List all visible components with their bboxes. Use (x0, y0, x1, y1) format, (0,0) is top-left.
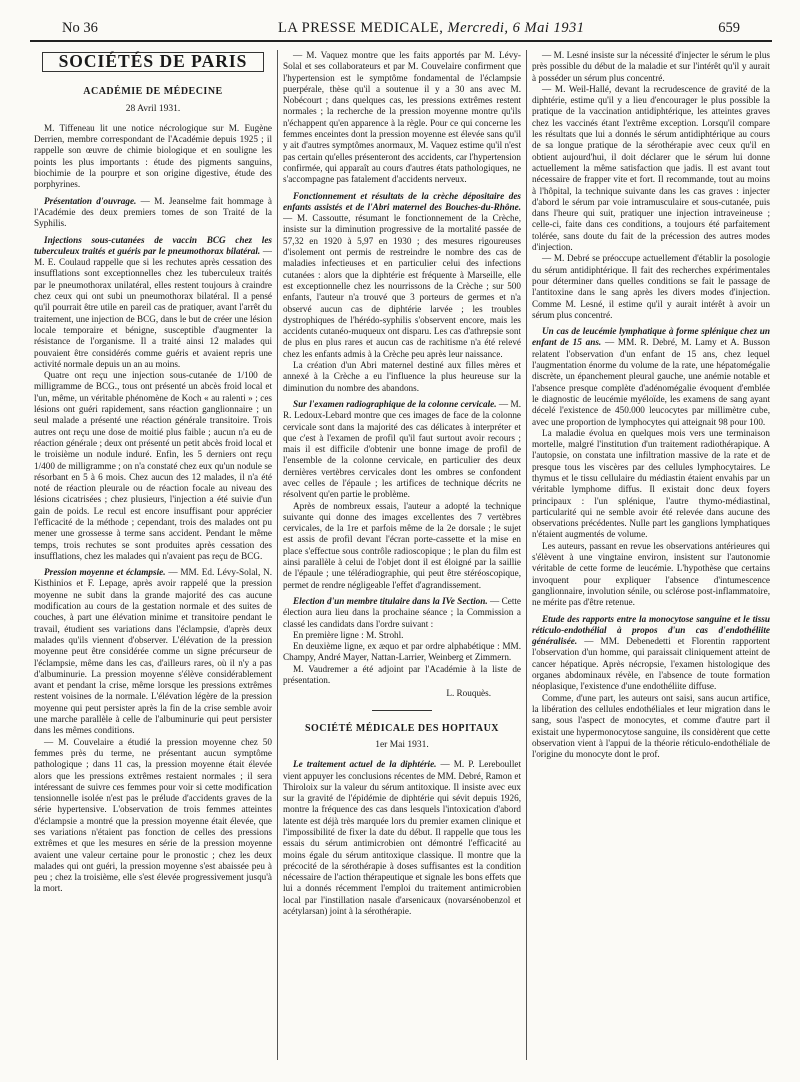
paragraph-heading: Injections sous-cutanées de vaccin BCG chez les tuberculeux traités et guéris par le pneumothorax bilatéral. (34, 234, 272, 256)
paragraph (34, 235, 272, 371)
paragraph: — M. Lesné insiste sur la nécessité d'injecter le sérum le plus près possible du début de la maladie et sur l'intérêt qu'il y aurait à posséder un sérum plus concentré. (532, 50, 770, 83)
column-1 (34, 50, 272, 1065)
paragraph-heading: Etude des rapports entre la monocytose sanguine et le tissu réticulo-endothélial à propos d'un cas d'endothéliite généralisée. (532, 613, 770, 647)
issue-number: No 36 (62, 20, 98, 36)
page-number: 659 (718, 20, 740, 36)
journal-name: LA PRESSE MEDICALE, (278, 20, 444, 36)
paragraph (283, 759, 521, 917)
column-2 (283, 50, 521, 1065)
paragraph: Après de nombreux essais, l'auteur a adopté la technique suivante qui donne des images excellentes des 7 vertèbres cervicales, de la 1re et parfois même de la 2e dorsale ; le sujet est assis de profil devant l'écran porte-cassette et la mise en place s'effectue sous contrôle radioscopique ; le plan du film est ainsi parallèle à celui de l'objet dont il est éloigné par la saillie de l'épaule ; une téléradiographie, qui peut être stéréoscopique, permet de rendre négligeable l'effet d'agrandissement. (283, 500, 521, 590)
paragraph-heading: Présentation d'ouvrage. (44, 195, 137, 206)
paragraph (283, 596, 521, 630)
paragraph-body: — M. P. Lereboullet vient appuyer les conclusions récentes de MM. Debré, Ramon et Thiroloix sur la valeur du sérum antitoxique. Il insiste avec eux sur la gravité de l'épidémie de diphtérie qui sévit depuis 1926, montre la fréquence des cas dans lesquels l'intoxication d'abord latente est déjà très marquée lors du premier examen clinique et l'impossibilité de fixer la date du début. Il rappelle que tous les essais du sérum antimicrobien ont démontré l'efficacité au moins égale du sérum antitoxique classique. Il montre que la précocité de la sérothérapie à doses suffisantes est la condition nécessaire de l'action thérapeutique et signale les bons effets que lui a donnés récemment l'emploi du traitement antimicrobien local par l'instillation nasale d'arsenicaux (novarsénobenzol et acétylarsan) joint à la sérothérapie. (283, 759, 521, 917)
section-date: 28 Avril 1931. (125, 103, 181, 114)
column-3 (532, 50, 770, 1065)
signature: L. Rouquès. (446, 688, 491, 699)
paragraph (34, 196, 272, 230)
section-separator (372, 710, 432, 711)
paragraph: — M. Vaquez montre que les faits apportés par M. Lévy-Solal et ses collaborateurs et par M. Couvelaire confirment que l'hypertension est le symptôme fondamental de l'éclampsie puerpérale, thèse qu'il a soutenue il y a 30 ans avec M. Nobécourt ; dans quelques cas, les pressions extrêmes restent normales ; la recherche de la pression moyenne montre qu'ils n'échappent qu'en apparence à la règle. Pour ce qui concerne les femmes enceintes dont la pression moyenne est élevée sans qu'il y ait d'autres symptômes anormaux, M. Vaquez estime qu'il n'est pas certain qu'elles présenteront des accidents, car l'hypertension confirmée, qui apparaît au cours d'autres états pathologiques, ne s'accompagne pas fatalement d'accidents nerveux. (283, 50, 521, 185)
column-divider (277, 50, 278, 1060)
paragraph (283, 191, 521, 360)
paragraph-body: — M. R. Ledoux-Lebard montre que ces images de face de la colonne cervicale sont dans la majorité des cas délicates à interpréter et que c'est à l'examen de profil qu'il faut surtout avoir recours ; mais il est difficile d'obtenir une bonne image de profil de l'ensemble de la colonne cervicale, en particulier des deux dernières vertèbres cervicales dont les ombres se confondent avec celles de l'épaule ; les artifices de technique décrits ne résolvent qu'en partie le problème. (283, 398, 521, 500)
journal-title (278, 20, 585, 37)
paragraph: M. Vaudremer a été adjoint par l'Académie à la liste de présentation. (283, 663, 521, 686)
paragraph-heading: Le traitement actuel de la diphtérie. (293, 759, 437, 770)
paragraph: — M. Couvelaire a étudié la pression moyenne chez 50 femmes près du terme, ne présentant aucun symptôme pathologique ; dans 11 cas, la pression moyenne était élevée alors que les pressions extrêmes restaient normales ; il sera intéressant de suivre ces femmes pour voir si cette modification tensionnelle isolée n'est pas le prélude d'accidents graves de la série hypertensive. L'observation de trois femmes atteintes d'éclampsie a montré que la pression moyenne était élevée, que ses variations n'étaient pas fonction de celles des pressions extrêmes et que les mesures en série de la pression moyenne avaient une valeur certaine pour le pronostic ; chez les deux malades qui ont guéri, la pression moyenne s'est abaissée peu à peu ; chez la troisième, elle s'est élevée progressivement jusqu'à la mort. (34, 736, 272, 894)
masthead (30, 14, 772, 42)
paragraph: La maladie évolua en quelques mois vers une terminaison mortelle, malgré l'institution d'un traitement radiothérapique. A l'autopsie, on constata une infiltration massive de la rate et de presque tous les viscères par des cellules lymphocytaires. Le thymus et le tissu cellulaire du médiastin étaient envahis par un véritable lymphome diffus. Il existait donc deux foyers principaux : l'un splénique, l'autre thymo-médiastinal, particularité qui ne semble avoir été relevée dans aucune des observations précédentes. Nulle part les ganglions lymphatiques n'étaient augmentés de volume. (532, 427, 770, 540)
paragraph (532, 614, 770, 693)
paragraph-body: — M. Jeanselme fait hommage à l'Académie des deux premiers tomes de son Traité de la Syphilis. (34, 195, 272, 229)
paragraph: Quatre ont reçu une injection sous-cutanée de 1/100 de milligramme de BCG., tous ont présenté un abcès froid local et l'un, même, un véritable phénomène de Koch « au ralenti » ; ces lésions ont guéri rapidement, sans réaction ganglionnaire ; un seul malade a présenté une réaction générale transitoire. Trois autres ont reçu une dose de moitié plus faible ; aucun n'a eu de réaction générale ; deux ont présenté un petit abcès froid local et le troisième un nodule induré. Enfin, les 5 derniers ont reçu 1/400 de milligramme ; on n'a constaté chez eux qu'un nodule se résorbant en 5 à 6 mois. Chez aucun des 12 malades, il n'a été noté de réaction pleurale ou de réaction focale au niveau des lésions cicatrisées ; chez plusieurs, l'injection a été suivie d'un gain de poids. Le recul est encore insuffisant pour apprécier l'efficacité de la méthode ; cependant, trois des malades ont pu mener une grossesse à terme sans accident. Pendant le même temps, trois rechutes se sont produites après cessation des insufflations, chez les malades qui n'avaient pas reçu de BCG. (34, 370, 272, 561)
paragraph: — M. Debré se préoccupe actuellement d'établir la posologie du sérum antidiphtérique. Il fait des recherches expérimentales pour déterminer dans quelles conditions se fait le passage de l'antitoxine dans le sang après les divers modes d'injection. Comme M. Lesné, il estime qu'il y aurait intérêt à avoir un sérum plus concentré. (532, 253, 770, 320)
paragraph-body: — Cette élection aura lieu dans la prochaine séance ; la Commission a classé les candidats dans l'ordre suivant : (283, 595, 521, 629)
paragraph: Les auteurs, passant en revue les observations antérieures qui s'élèvent à une vingtaine environ, insistent sur l'autonomie véritable de cette forme de leucémie. L'hypothèse que certains invoquent pour expliquer l'absence d'intumescence ganglionnaire, involution sénile, ou sclérose post-inflammatoire, ne mérite pas d'être retenue. (532, 540, 770, 608)
main-title: SOCIÉTÉS DE PARIS (42, 52, 264, 72)
paragraph-body: — M. Cassoutte, résumant le fonctionnement de la Crèche, insiste sur la diminution progressive de la mortalité passée de 57,32 en 1920 à 5,97 en 1930 ; des mesures rigoureuses d'isolement ont permis de restreindre le nombre des cas de maladies infectieuses et en particulier celui des infections cutanées : alors que la diphtérie est fréquente à Marseille, elle est exceptionnelle chez les nourrissons de la Crèche ; sur 500 enfants, l'auteur n'a trouvé que 3 porteurs de germes et n'a observé aucun cas de diphtérie larvée ; les troubles dystrophiques de l'hérédo-syphilis s'observent encore, mais les accidents cutanéo-muqueux ont disparu. Les cas d'athrepsie sont de plus en plus rares et aucun cas de rachitisme n'a été relevé chez les enfants admis à la Crèche peu après leur naissance. (283, 213, 521, 359)
paragraph-heading: Un cas de leucémie lymphatique à forme splénique chez un enfant de 15 ans. (532, 326, 770, 348)
paragraph-body: — MM. Debenedetti et Florentin rapportent l'observation d'un homme, qui paraissait cliniquement atteint de cancer hépatique. Après nécropsie, l'examen histologique des organes abdominaux révèle, en l'absence de toute formation néoplasique, l'existence d'une endothéliite diffuse. (532, 636, 770, 692)
paragraph: La création d'un Abri maternel destiné aux filles mères et annexé à la Crèche a eu l'influence la plus heureuse sur la diminution du nombre des abandons. (283, 360, 521, 393)
paragraph-heading: Election d'un membre titulaire dans la IVe Section. (293, 595, 488, 606)
section-title-hopitaux: SOCIÉTÉ MÉDICALE DES HOPITAUX (304, 722, 500, 734)
paragraph-body: — M. E. Coulaud rappelle que si les rechutes après cessation des insufflations sont exceptionnelles chez les tuberculeux traités par le pneumothorax unilatéral, elles restent toujours à craindre chez ceux qui ont subi un pneumothorax bilatéral. Il a pensé qu'il pourrait être utile en pareil cas de pratiquer, avant l'arrêt du traitement, une injection de BCG, dans le but de créer une lésion locale temporaire et bénigne, susceptible d'augmenter la résistance de l'organisme. Il a traité ainsi 12 malades qui pouvaient être considérés comme guéris et avaient repris une activité normale depuis un an au moins. (34, 245, 272, 369)
issue-date: Mercredi, 6 Mai 1931 (447, 20, 585, 36)
column-divider (526, 50, 527, 1060)
paragraph: En deuxième ligne, ex æquo et par ordre alphabétique : MM. Champy, André Mayer, Nattan-Larrier, Weinberg et Zimmern. (283, 641, 521, 663)
paragraph-body: — MM. Ed. Lévy-Solal, N. Kisthinios et F. Lepage, après avoir rappelé que la pression moyenne ne subit dans la grande majorité des cas aucune modification au cours de la gestation normale et des suites de couches, à part une élévation minime et transitoire pendant le travail, étudient ses variations dans l'éclampsie, d'après deux malades qu'ils viennent d'observer. L'élévation de la pression moyenne peut être considérée comme un signe précurseur de l'éclampsie, même dans les cas, d'ailleurs rares, où il n'y a pas d'albuminurie. La pression moyenne s'élève considérablement avant et pendant la crise, même lorsque les pressions extrêmes restent voisines de la normale. L'élévation légère de la pression moyenne qui peut persister après la fin de la crise semble avoir une marche parallèle à celle de l'albuminurie qui peut persister dans les mêmes conditions. (34, 567, 272, 736)
paragraph-body: — MM. R. Debré, M. Lamy et A. Busson relatent l'observation d'un enfant de 15 ans, chez lequel l'augmentation énorme du volume de la rate, une hépatomégalie discrète, un épanchement pleural gauche, une anémie notable et l'absence presque complète d'adénomégalie évoquent d'emblée le diagnostic de leucémie myéloïde, les examens de sang ayant décelé l'existence de 450.000 leucocytes par millimètre cube, avec une proportion de lymphocytes qui atteignait 98 pour 100. (532, 337, 770, 427)
paragraph-heading: Fonctionnement et résultats de la crèche dépositaire des enfants assistés et de l'Abri maternel des Bouches-du-Rhône. (283, 190, 521, 212)
paragraph-heading: Sur l'examen radiographique de la colonne cervicale. (293, 398, 497, 409)
paragraph (532, 326, 770, 428)
paragraph: — M. Weil-Hallé, devant la recrudescence de gravité de la diphtérie, estime qu'il y a lieu d'encourager le plus possible la pratique de la vaccination antidiphtérique, les atteintes graves chez les vaccinés étant l'extrême exception. Lorsqu'il compare les résultats que lui a donnés le sérum antidiphtérique au cours de sa longue pratique de la sérothérapie avec ceux qu'il en obtient aujourd'hui, il doit déclarer que le sérum lui donne actuellement la même satisfaction que jadis. Il est avant tout nécessaire de frapper vite et fort. Il recommande, tout au moins à l'hôpital, la technique suivante dans les cas graves : injecter d'abord le sérum par voie intramusculaire et sous-cutanée, puis dans l'heure qui suit, pratiquer une injection intraveineuse ; celle-ci, faite dans ces conditions, a toujours été parfaitement tolérée, sans doute du fait de la précession des autres modes d'injection. (532, 83, 770, 253)
paragraph (34, 567, 272, 736)
paragraph (283, 399, 521, 501)
paragraph-heading: Pression moyenne et éclampsie. (44, 567, 166, 578)
section-date: 1er Mai 1931. (375, 739, 429, 750)
paragraph: En première ligne : M. Strohl. (293, 629, 404, 640)
section-title-academie: ACADÉMIE DE MÉDECINE (83, 86, 223, 98)
paragraph: M. Tiffeneau lit une notice nécrologique sur M. Eugène Derrien, membre correspondant de l'Académie depuis 1925 ; il rappelle son œuvre de chimie biologique et en souligne les points les plus importants : étude des pigments sanguins, biochimie de la pourpre et son origine digestive, étude des porphyrines. (34, 122, 272, 190)
paragraph: Comme, d'une part, les auteurs ont saisi, sans aucun artifice, la libération des cellules endothéliales et leur migration dans le sang, sous l'aspect de monocytes, et comme d'autre part il existait une hypermonocytose sanguine, ils considèrent que cette observation vient à l'appui de la théorie réticulo-endothéliale de l'origine du monocyte dont le prof. (532, 692, 770, 760)
